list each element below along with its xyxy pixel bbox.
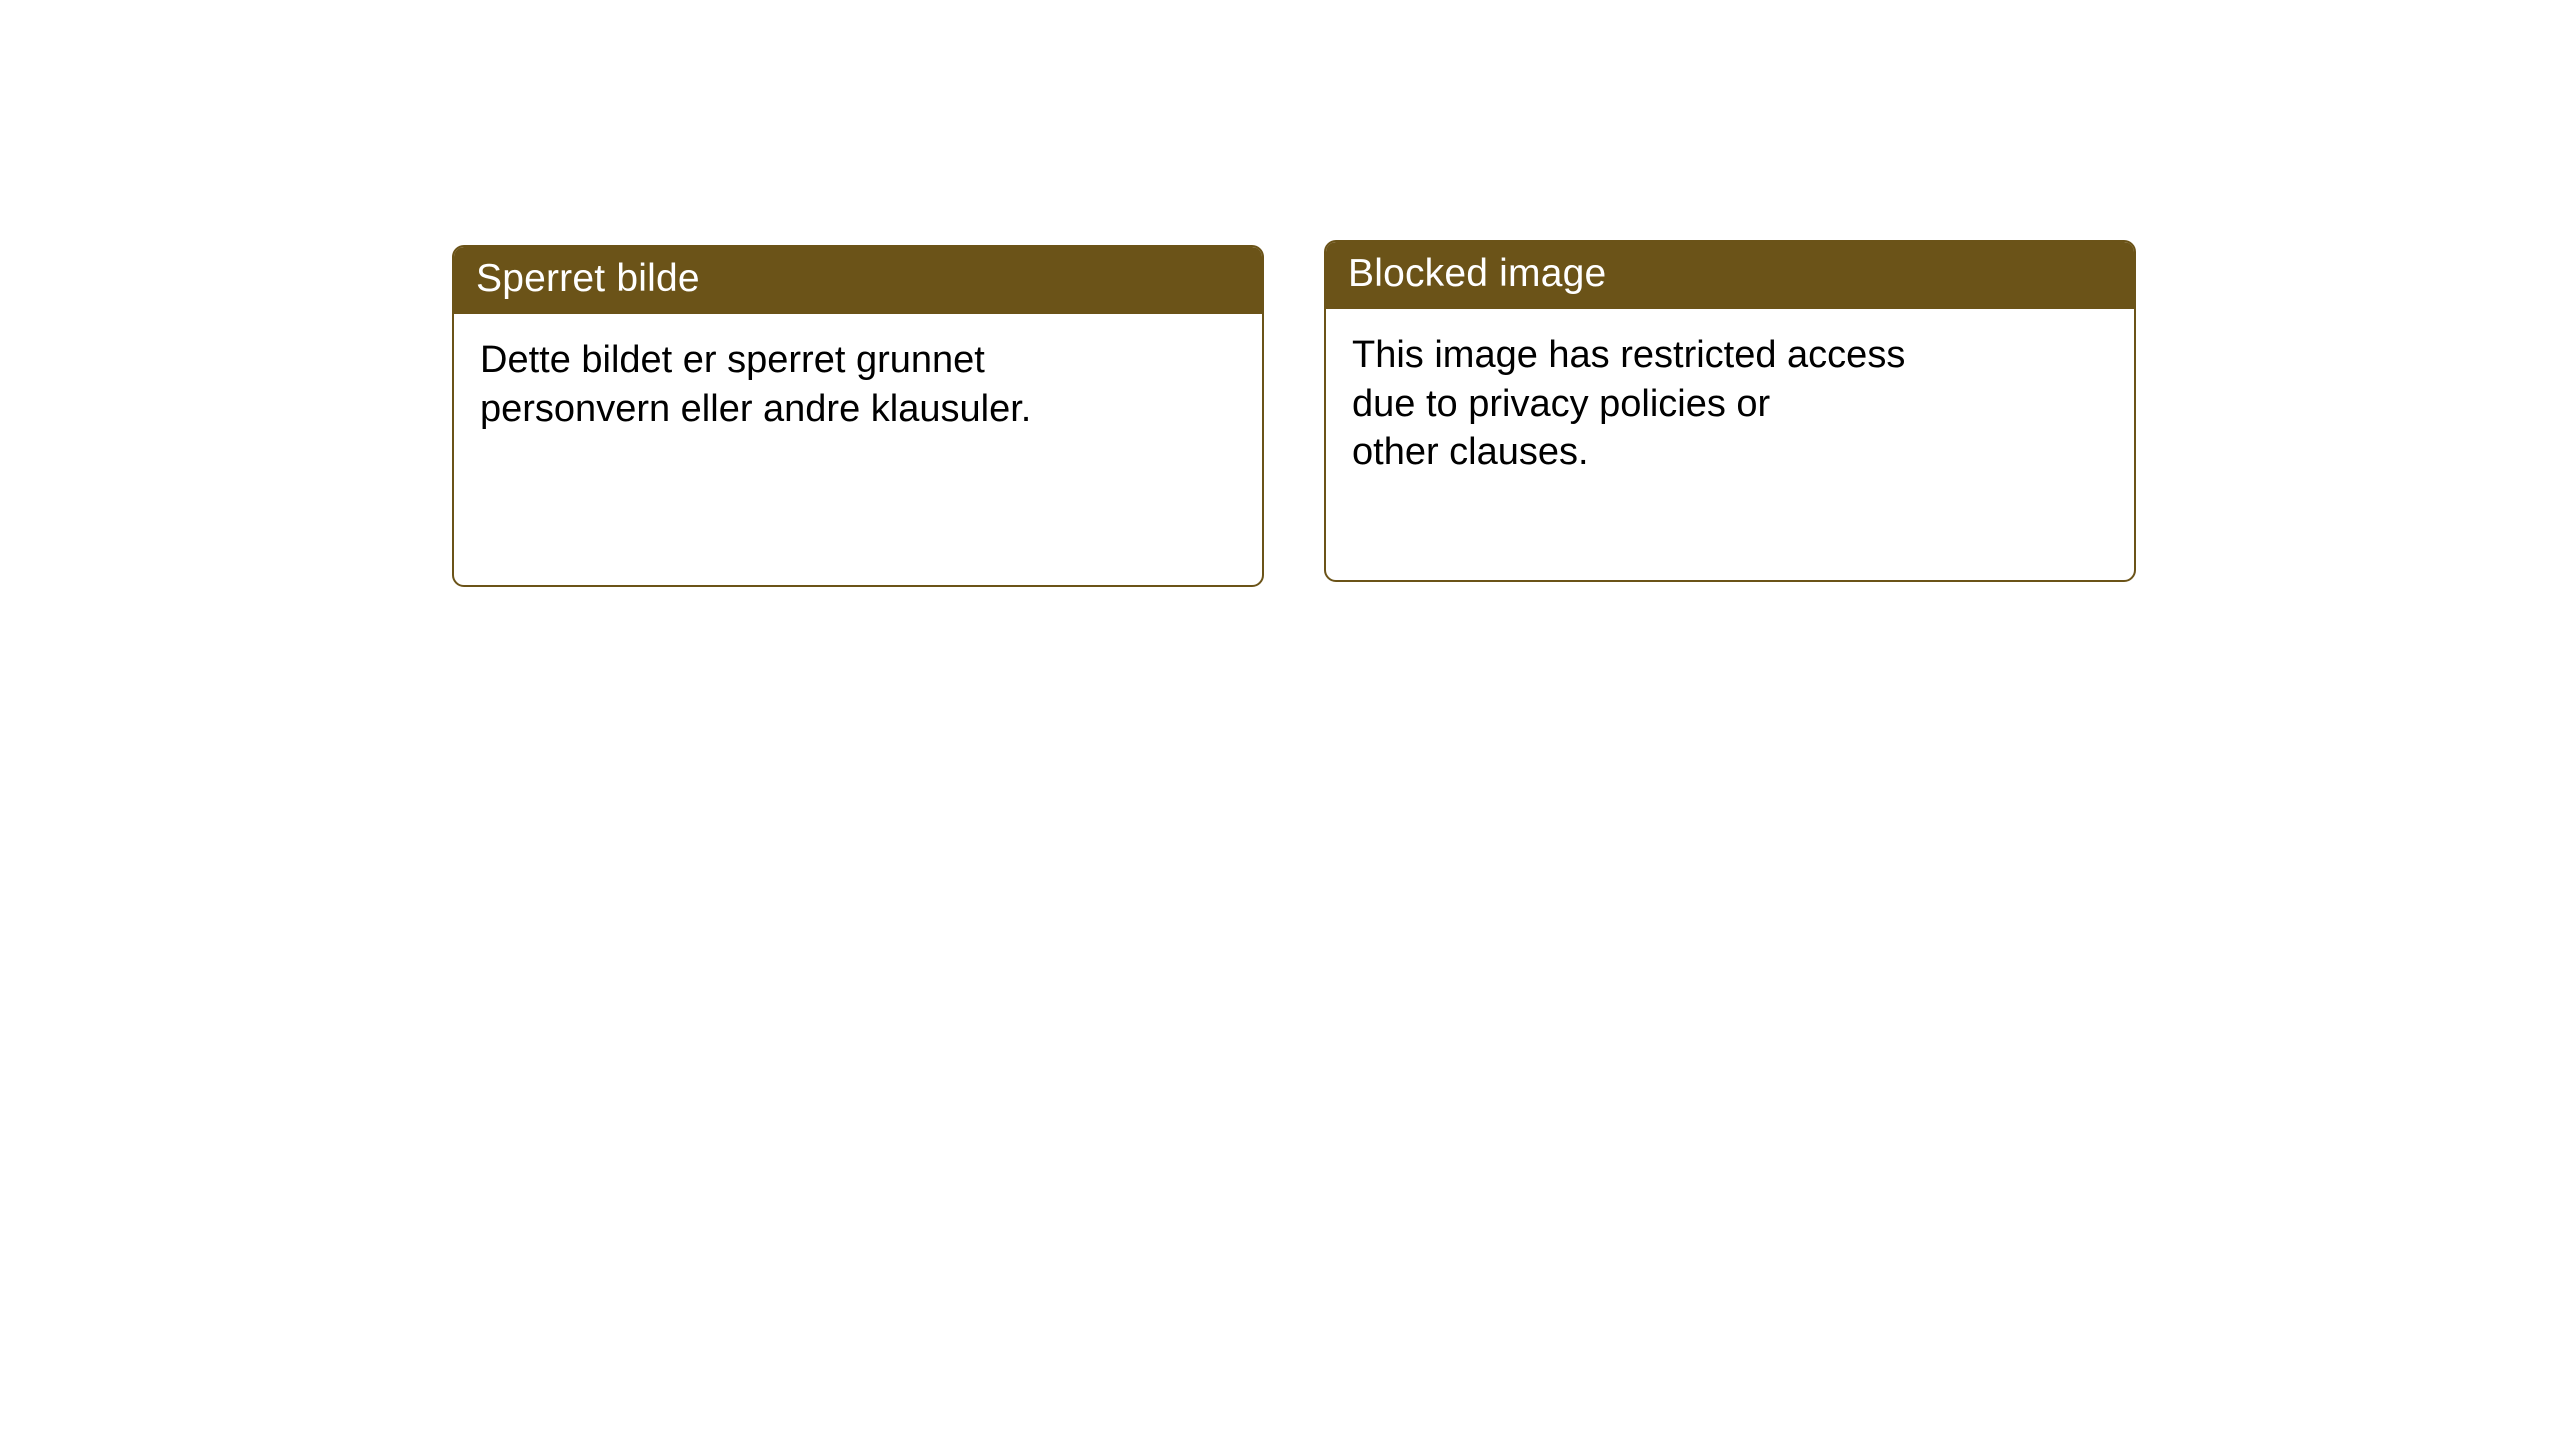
panel-body-line: This image has restricted access (1352, 334, 1906, 376)
panel-body-line: other clauses. (1352, 431, 1589, 474)
panel-body-english (1326, 309, 2134, 497)
panel-body-line: personvern eller andre klausuler. (480, 387, 1032, 430)
panel-body-line: due to privacy policies or (1352, 382, 1771, 425)
panel-body-line: Dette bildet er sperret grunnet (480, 339, 985, 381)
blocked-image-panel-english (1324, 240, 2136, 582)
blocked-image-panel-norwegian (452, 245, 1264, 587)
panel-body-norwegian (454, 314, 1262, 453)
panel-title-norwegian: Sperret bilde (454, 247, 1262, 314)
panel-title-english: Blocked image (1326, 242, 2134, 309)
